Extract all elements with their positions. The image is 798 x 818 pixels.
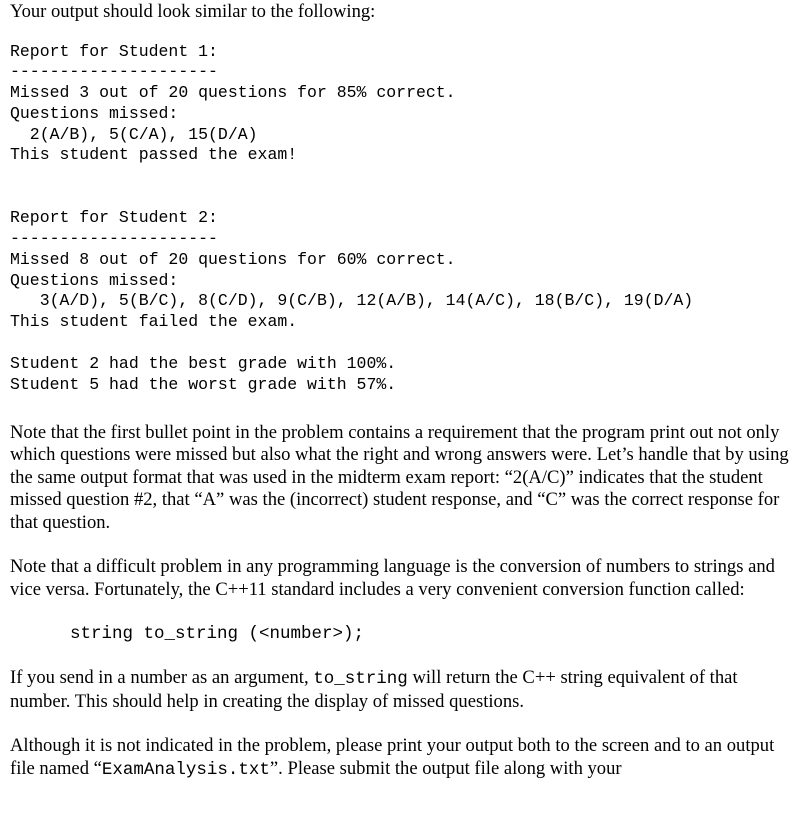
note-missed-format: Note that the first bullet point in the problem contains a requirement that the program print out not only which questions were missed but also what the right and wrong answers were. Let’s handle that by using the same output format that was used in the midterm exam report: “2(A/C)” indicates that the student missed question #2, that “A” was the (incorrect) student response, and “C” was the correct response for that question. <box>10 421 789 533</box>
report1-missed-list: 2(A/B), 5(C/A), 15(D/A) <box>10 124 258 144</box>
paragraph-to-string <box>10 667 790 713</box>
to-string-signature: string to_string (<number>); <box>70 624 365 645</box>
report1-header: Report for Student 1: <box>10 41 218 61</box>
report1-divider: --------------------- <box>10 62 218 82</box>
report-student-2 <box>10 208 790 333</box>
report-student-1 <box>10 42 790 167</box>
report2-divider: --------------------- <box>10 229 218 249</box>
report2-header: Report for Student 2: <box>10 208 218 228</box>
worst-grade-line: Student 5 had the worst grade with 57%. <box>10 374 397 394</box>
document-page <box>10 0 790 781</box>
best-grade-line: Student 2 had the best grade with 100%. <box>10 354 397 374</box>
paragraph-output-file <box>10 735 790 781</box>
report2-summary: Missed 8 out of 20 questions for 60% correct. <box>10 249 456 269</box>
report2-missed-label: Questions missed: <box>10 270 179 290</box>
paragraph-to-string-before: If you send in a number as an argument, <box>10 667 314 689</box>
report1-missed-label: Questions missed: <box>10 103 179 123</box>
paragraph-output-file-after: ”. Please submit the output file along with your <box>269 757 622 779</box>
intro-text: Your output should look similar to the following: <box>10 1 376 22</box>
report2-result: This student failed the exam. <box>10 312 298 332</box>
paragraph-output-file-before: Although it is not indicated in the problem, please print your output both to the screen and to an output file named “ <box>10 735 775 779</box>
report1-summary: Missed 3 out of 20 questions for 85% correct. <box>10 83 456 103</box>
to-string-inline-code: to_string <box>313 669 408 690</box>
report1-result: This student passed the exam! <box>10 145 298 165</box>
note-conversion: Note that a difficult problem in any programming language is the conversion of numbers to strings and vice versa. Fortunately, the C++11 standard includes a very convenient conversion function called: <box>10 556 775 600</box>
best-worst-summary <box>10 354 790 396</box>
report2-missed-list: 3(A/D), 5(B/C), 8(C/D), 9(C/B), 12(A/B), 14(A/C), 18(B/C), 19(D/A) <box>10 291 694 311</box>
paragraph-to-string-after: will return the C++ string equivalent of that number. This should help in creating the display of missed questions. <box>10 667 738 712</box>
output-filename-code: ExamAnalysis.txt <box>101 759 270 780</box>
